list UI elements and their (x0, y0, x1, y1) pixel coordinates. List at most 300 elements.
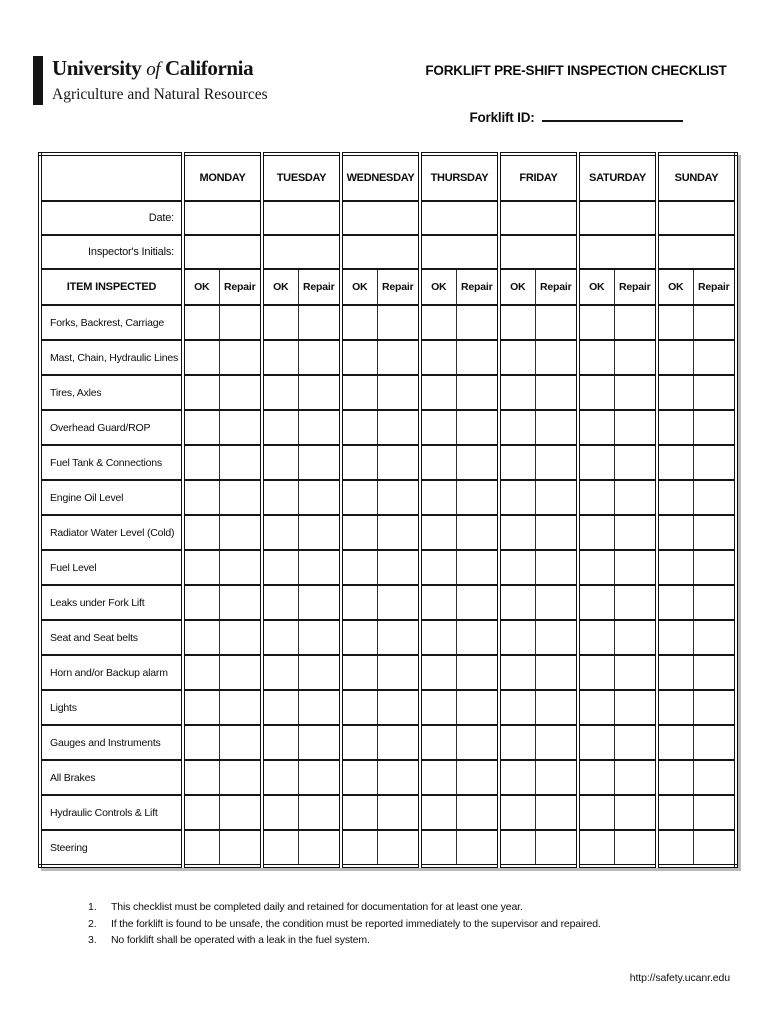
ok-checkbox-cell[interactable] (420, 480, 456, 515)
ok-checkbox-cell[interactable] (420, 445, 456, 480)
repair-checkbox-cell[interactable] (614, 445, 657, 480)
repair-checkbox-cell[interactable] (456, 830, 499, 866)
repair-checkbox-cell[interactable] (535, 585, 578, 620)
ok-checkbox-cell[interactable] (341, 550, 377, 585)
repair-checkbox-cell[interactable] (535, 655, 578, 690)
ok-checkbox-cell[interactable] (262, 410, 298, 445)
day-header-saturday: SATURDAY (578, 154, 657, 201)
ok-checkbox-cell[interactable] (578, 550, 614, 585)
ok-checkbox-cell[interactable] (183, 725, 219, 760)
repair-checkbox-cell[interactable] (456, 550, 499, 585)
repair-checkbox-cell[interactable] (377, 410, 420, 445)
footnote-text: This checklist must be completed daily and retained for documentation for at least one year. (111, 901, 523, 913)
ok-checkbox-cell[interactable] (657, 375, 693, 410)
repair-checkbox-cell[interactable] (456, 795, 499, 830)
ok-checkbox-cell[interactable] (657, 760, 693, 795)
ok-checkbox-cell[interactable] (499, 830, 535, 866)
repair-checkbox-cell[interactable] (298, 795, 341, 830)
ok-checkbox-cell[interactable] (499, 725, 535, 760)
item-label: Fuel Tank & Connections (40, 445, 183, 480)
ok-checkbox-cell[interactable] (420, 410, 456, 445)
footnotes (88, 899, 601, 949)
repair-checkbox-cell[interactable] (693, 375, 736, 410)
ok-header: OK (183, 269, 219, 305)
repair-checkbox-cell[interactable] (456, 480, 499, 515)
ok-checkbox-cell[interactable] (183, 550, 219, 585)
repair-header: Repair (377, 269, 420, 305)
repair-checkbox-cell[interactable] (456, 655, 499, 690)
repair-checkbox-cell[interactable] (614, 515, 657, 550)
ok-header: OK (262, 269, 298, 305)
ok-checkbox-cell[interactable] (341, 480, 377, 515)
repair-checkbox-cell[interactable] (298, 760, 341, 795)
ok-checkbox-cell[interactable] (183, 760, 219, 795)
ok-checkbox-cell[interactable] (657, 830, 693, 866)
ok-checkbox-cell[interactable] (341, 410, 377, 445)
ok-header: OK (578, 269, 614, 305)
repair-checkbox-cell[interactable] (693, 620, 736, 655)
ok-checkbox-cell[interactable] (420, 725, 456, 760)
initials-cell-monday[interactable] (183, 235, 262, 269)
item-label: Tires, Axles (40, 375, 183, 410)
ok-checkbox-cell[interactable] (420, 690, 456, 725)
ok-checkbox-cell[interactable] (262, 515, 298, 550)
ok-checkbox-cell[interactable] (578, 620, 614, 655)
repair-checkbox-cell[interactable] (693, 690, 736, 725)
item-inspected-header-row (40, 269, 736, 305)
ok-checkbox-cell[interactable] (499, 340, 535, 375)
item-label: Seat and Seat belts (40, 620, 183, 655)
ok-checkbox-cell[interactable] (657, 585, 693, 620)
repair-checkbox-cell[interactable] (298, 305, 341, 340)
repair-checkbox-cell[interactable] (693, 830, 736, 866)
repair-checkbox-cell[interactable] (535, 480, 578, 515)
ok-checkbox-cell[interactable] (578, 725, 614, 760)
repair-checkbox-cell[interactable] (456, 375, 499, 410)
item-row (40, 690, 736, 725)
repair-checkbox-cell[interactable] (219, 550, 262, 585)
ok-checkbox-cell[interactable] (262, 620, 298, 655)
repair-checkbox-cell[interactable] (298, 375, 341, 410)
repair-checkbox-cell[interactable] (693, 445, 736, 480)
repair-checkbox-cell[interactable] (298, 655, 341, 690)
ok-checkbox-cell[interactable] (657, 410, 693, 445)
item-row (40, 760, 736, 795)
footnote-item (88, 916, 601, 933)
repair-checkbox-cell[interactable] (614, 830, 657, 866)
date-cell-monday[interactable] (183, 201, 262, 235)
item-label: Engine Oil Level (40, 480, 183, 515)
ok-checkbox-cell[interactable] (578, 585, 614, 620)
repair-header: Repair (456, 269, 499, 305)
repair-checkbox-cell[interactable] (535, 515, 578, 550)
repair-checkbox-cell[interactable] (535, 795, 578, 830)
repair-checkbox-cell[interactable] (298, 410, 341, 445)
item-row (40, 795, 736, 830)
logo-wordmark: University of California (52, 56, 254, 80)
item-label: All Brakes (40, 760, 183, 795)
ok-checkbox-cell[interactable] (183, 585, 219, 620)
ok-checkbox-cell[interactable] (341, 760, 377, 795)
repair-checkbox-cell[interactable] (377, 690, 420, 725)
repair-checkbox-cell[interactable] (377, 375, 420, 410)
ok-checkbox-cell[interactable] (262, 480, 298, 515)
repair-checkbox-cell[interactable] (298, 550, 341, 585)
day-header-wednesday: WEDNESDAY (341, 154, 420, 201)
repair-checkbox-cell[interactable] (693, 515, 736, 550)
item-label: Forks, Backrest, Carriage (40, 305, 183, 340)
repair-checkbox-cell[interactable] (535, 305, 578, 340)
repair-checkbox-cell[interactable] (377, 480, 420, 515)
ok-checkbox-cell[interactable] (578, 760, 614, 795)
repair-checkbox-cell[interactable] (377, 585, 420, 620)
ok-checkbox-cell[interactable] (420, 585, 456, 620)
item-label: Steering (40, 830, 183, 866)
ok-checkbox-cell[interactable] (578, 375, 614, 410)
repair-checkbox-cell[interactable] (693, 410, 736, 445)
ok-checkbox-cell[interactable] (657, 305, 693, 340)
repair-checkbox-cell[interactable] (298, 620, 341, 655)
repair-checkbox-cell[interactable] (377, 620, 420, 655)
ok-checkbox-cell[interactable] (420, 795, 456, 830)
repair-checkbox-cell[interactable] (456, 340, 499, 375)
ok-checkbox-cell[interactable] (262, 550, 298, 585)
ok-checkbox-cell[interactable] (578, 445, 614, 480)
ok-checkbox-cell[interactable] (499, 760, 535, 795)
initials-cell-wednesday[interactable] (341, 235, 420, 269)
day-header-monday: MONDAY (183, 154, 262, 201)
repair-checkbox-cell[interactable] (535, 445, 578, 480)
ok-checkbox-cell[interactable] (420, 830, 456, 866)
item-label: Fuel Level (40, 550, 183, 585)
repair-checkbox-cell[interactable] (614, 725, 657, 760)
initials-cell-saturday[interactable] (578, 235, 657, 269)
repair-checkbox-cell[interactable] (535, 620, 578, 655)
ok-checkbox-cell[interactable] (578, 305, 614, 340)
repair-checkbox-cell[interactable] (456, 690, 499, 725)
item-label: Horn and/or Backup alarm (40, 655, 183, 690)
ok-checkbox-cell[interactable] (183, 795, 219, 830)
repair-checkbox-cell[interactable] (456, 620, 499, 655)
item-label: Lights (40, 690, 183, 725)
ok-checkbox-cell[interactable] (657, 655, 693, 690)
initials-cell-thursday[interactable] (420, 235, 499, 269)
logo-subtitle: Agriculture and Natural Resources (52, 86, 268, 103)
ok-checkbox-cell[interactable] (499, 410, 535, 445)
date-label: Date: (40, 201, 183, 235)
ok-checkbox-cell[interactable] (657, 620, 693, 655)
repair-checkbox-cell[interactable] (693, 795, 736, 830)
ok-checkbox-cell[interactable] (499, 305, 535, 340)
ok-checkbox-cell[interactable] (183, 620, 219, 655)
footnote-text: No forklift shall be operated with a leak in the fuel system. (111, 934, 370, 946)
repair-checkbox-cell[interactable] (456, 725, 499, 760)
ok-checkbox-cell[interactable] (341, 620, 377, 655)
ok-checkbox-cell[interactable] (341, 690, 377, 725)
day-header-row (40, 154, 736, 201)
repair-checkbox-cell[interactable] (219, 340, 262, 375)
repair-checkbox-cell[interactable] (693, 480, 736, 515)
repair-checkbox-cell[interactable] (614, 305, 657, 340)
repair-checkbox-cell[interactable] (456, 410, 499, 445)
ok-checkbox-cell[interactable] (183, 445, 219, 480)
date-cell-thursday[interactable] (420, 201, 499, 235)
repair-checkbox-cell[interactable] (535, 725, 578, 760)
date-cell-friday[interactable] (499, 201, 578, 235)
ok-checkbox-cell[interactable] (262, 305, 298, 340)
repair-checkbox-cell[interactable] (377, 445, 420, 480)
repair-header: Repair (614, 269, 657, 305)
repair-checkbox-cell[interactable] (535, 340, 578, 375)
date-cell-sunday[interactable] (657, 201, 736, 235)
item-row (40, 340, 736, 375)
ok-checkbox-cell[interactable] (341, 795, 377, 830)
ok-checkbox-cell[interactable] (578, 410, 614, 445)
ok-checkbox-cell[interactable] (262, 690, 298, 725)
ok-checkbox-cell[interactable] (183, 305, 219, 340)
item-label: Overhead Guard/ROP (40, 410, 183, 445)
repair-checkbox-cell[interactable] (219, 690, 262, 725)
date-row (40, 201, 736, 235)
header-block (418, 63, 734, 127)
repair-checkbox-cell[interactable] (614, 375, 657, 410)
ok-checkbox-cell[interactable] (420, 550, 456, 585)
repair-checkbox-cell[interactable] (693, 585, 736, 620)
repair-checkbox-cell[interactable] (377, 305, 420, 340)
ok-checkbox-cell[interactable] (183, 515, 219, 550)
repair-checkbox-cell[interactable] (377, 795, 420, 830)
ok-checkbox-cell[interactable] (262, 795, 298, 830)
ok-checkbox-cell[interactable] (262, 585, 298, 620)
ok-checkbox-cell[interactable] (341, 515, 377, 550)
repair-checkbox-cell[interactable] (219, 830, 262, 866)
repair-checkbox-cell[interactable] (535, 550, 578, 585)
ok-checkbox-cell[interactable] (420, 305, 456, 340)
repair-checkbox-cell[interactable] (298, 690, 341, 725)
initials-cell-friday[interactable] (499, 235, 578, 269)
repair-header: Repair (298, 269, 341, 305)
ok-checkbox-cell[interactable] (578, 340, 614, 375)
ok-checkbox-cell[interactable] (262, 760, 298, 795)
ok-checkbox-cell[interactable] (499, 690, 535, 725)
repair-checkbox-cell[interactable] (693, 550, 736, 585)
repair-checkbox-cell[interactable] (693, 760, 736, 795)
ok-checkbox-cell[interactable] (262, 655, 298, 690)
repair-checkbox-cell[interactable] (614, 480, 657, 515)
ok-checkbox-cell[interactable] (262, 445, 298, 480)
ok-checkbox-cell[interactable] (657, 690, 693, 725)
repair-checkbox-cell[interactable] (456, 445, 499, 480)
repair-checkbox-cell[interactable] (219, 725, 262, 760)
repair-checkbox-cell[interactable] (219, 305, 262, 340)
repair-checkbox-cell[interactable] (377, 340, 420, 375)
corner-cell (40, 154, 183, 201)
ok-checkbox-cell[interactable] (420, 375, 456, 410)
ok-header: OK (341, 269, 377, 305)
initials-cell-tuesday[interactable] (262, 235, 341, 269)
repair-checkbox-cell[interactable] (614, 550, 657, 585)
ok-checkbox-cell[interactable] (420, 655, 456, 690)
repair-checkbox-cell[interactable] (614, 655, 657, 690)
ok-checkbox-cell[interactable] (499, 585, 535, 620)
item-row (40, 655, 736, 690)
repair-checkbox-cell[interactable] (219, 760, 262, 795)
repair-checkbox-cell[interactable] (693, 725, 736, 760)
ok-checkbox-cell[interactable] (262, 830, 298, 866)
ok-checkbox-cell[interactable] (262, 340, 298, 375)
ok-checkbox-cell[interactable] (341, 585, 377, 620)
ok-checkbox-cell[interactable] (183, 340, 219, 375)
repair-checkbox-cell[interactable] (298, 830, 341, 866)
ok-checkbox-cell[interactable] (499, 375, 535, 410)
day-header-sunday: SUNDAY (657, 154, 736, 201)
initials-cell-sunday[interactable] (657, 235, 736, 269)
repair-checkbox-cell[interactable] (614, 340, 657, 375)
ok-checkbox-cell[interactable] (183, 690, 219, 725)
ok-checkbox-cell[interactable] (183, 655, 219, 690)
ok-checkbox-cell[interactable] (578, 655, 614, 690)
ok-checkbox-cell[interactable] (657, 445, 693, 480)
repair-checkbox-cell[interactable] (614, 620, 657, 655)
ok-checkbox-cell[interactable] (341, 725, 377, 760)
repair-checkbox-cell[interactable] (693, 305, 736, 340)
ok-checkbox-cell[interactable] (499, 620, 535, 655)
page-title: FORKLIFT PRE-SHIFT INSPECTION CHECKLIST (425, 63, 727, 78)
repair-checkbox-cell[interactable] (298, 340, 341, 375)
ok-checkbox-cell[interactable] (499, 550, 535, 585)
ok-checkbox-cell[interactable] (341, 375, 377, 410)
repair-checkbox-cell[interactable] (614, 795, 657, 830)
footnote-number: 2. (88, 917, 97, 930)
footnote-text: If the forklift is found to be unsafe, the condition must be reported immediately to the supervisor and repaired. (111, 917, 601, 930)
item-label: Leaks under Fork Lift (40, 585, 183, 620)
repair-checkbox-cell[interactable] (298, 515, 341, 550)
repair-checkbox-cell[interactable] (219, 410, 262, 445)
repair-checkbox-cell[interactable] (377, 515, 420, 550)
date-cell-tuesday[interactable] (262, 201, 341, 235)
repair-checkbox-cell[interactable] (219, 480, 262, 515)
ok-checkbox-cell[interactable] (420, 620, 456, 655)
ok-checkbox-cell[interactable] (183, 480, 219, 515)
date-cell-wednesday[interactable] (341, 201, 420, 235)
inspector-initials-label: Inspector's Initials: (40, 235, 183, 269)
repair-checkbox-cell[interactable] (377, 550, 420, 585)
repair-checkbox-cell[interactable] (693, 340, 736, 375)
repair-checkbox-cell[interactable] (614, 410, 657, 445)
repair-checkbox-cell[interactable] (219, 375, 262, 410)
repair-checkbox-cell[interactable] (219, 655, 262, 690)
repair-checkbox-cell[interactable] (219, 445, 262, 480)
repair-checkbox-cell[interactable] (535, 690, 578, 725)
repair-checkbox-cell[interactable] (693, 655, 736, 690)
repair-checkbox-cell[interactable] (298, 445, 341, 480)
repair-checkbox-cell[interactable] (219, 515, 262, 550)
ok-checkbox-cell[interactable] (578, 830, 614, 866)
repair-checkbox-cell[interactable] (219, 795, 262, 830)
repair-checkbox-cell[interactable] (535, 375, 578, 410)
ok-checkbox-cell[interactable] (657, 480, 693, 515)
date-cell-saturday[interactable] (578, 201, 657, 235)
repair-checkbox-cell[interactable] (377, 830, 420, 866)
repair-header: Repair (535, 269, 578, 305)
ok-checkbox-cell[interactable] (657, 795, 693, 830)
ok-checkbox-cell[interactable] (578, 795, 614, 830)
repair-checkbox-cell[interactable] (219, 620, 262, 655)
ok-checkbox-cell[interactable] (341, 445, 377, 480)
footnote-number: 3. (88, 934, 97, 946)
repair-checkbox-cell[interactable] (456, 305, 499, 340)
day-header-tuesday: TUESDAY (262, 154, 341, 201)
ok-checkbox-cell[interactable] (657, 550, 693, 585)
ok-checkbox-cell[interactable] (499, 515, 535, 550)
repair-checkbox-cell[interactable] (298, 725, 341, 760)
repair-checkbox-cell[interactable] (219, 585, 262, 620)
ok-checkbox-cell[interactable] (499, 795, 535, 830)
ok-checkbox-cell[interactable] (578, 480, 614, 515)
repair-checkbox-cell[interactable] (456, 760, 499, 795)
repair-checkbox-cell[interactable] (456, 585, 499, 620)
forklift-id-label: Forklift ID: (469, 110, 535, 125)
repair-checkbox-cell[interactable] (298, 480, 341, 515)
repair-checkbox-cell[interactable] (377, 760, 420, 795)
ok-checkbox-cell[interactable] (499, 655, 535, 690)
item-label: Hydraulic Controls & Lift (40, 795, 183, 830)
ok-checkbox-cell[interactable] (499, 480, 535, 515)
item-inspected-header: ITEM INSPECTED (40, 269, 183, 305)
footnote-number: 1. (88, 901, 97, 913)
ok-checkbox-cell[interactable] (499, 445, 535, 480)
ok-checkbox-cell[interactable] (341, 655, 377, 690)
inspection-table (38, 152, 738, 868)
item-row (40, 620, 736, 655)
repair-checkbox-cell[interactable] (298, 585, 341, 620)
repair-checkbox-cell[interactable] (456, 515, 499, 550)
ok-checkbox-cell[interactable] (262, 375, 298, 410)
repair-checkbox-cell[interactable] (377, 655, 420, 690)
ok-checkbox-cell[interactable] (420, 760, 456, 795)
ok-checkbox-cell[interactable] (420, 340, 456, 375)
item-row (40, 550, 736, 585)
ok-checkbox-cell[interactable] (578, 690, 614, 725)
repair-checkbox-cell[interactable] (377, 725, 420, 760)
repair-checkbox-cell[interactable] (535, 830, 578, 866)
ok-checkbox-cell[interactable] (578, 515, 614, 550)
repair-checkbox-cell[interactable] (614, 760, 657, 795)
ok-checkbox-cell[interactable] (183, 410, 219, 445)
ok-checkbox-cell[interactable] (183, 375, 219, 410)
repair-checkbox-cell[interactable] (535, 410, 578, 445)
ok-checkbox-cell[interactable] (341, 340, 377, 375)
repair-checkbox-cell[interactable] (535, 760, 578, 795)
ok-header: OK (420, 269, 456, 305)
ok-checkbox-cell[interactable] (183, 830, 219, 866)
item-row (40, 305, 736, 340)
ok-checkbox-cell[interactable] (657, 515, 693, 550)
forklift-id-field[interactable] (542, 107, 683, 122)
ok-checkbox-cell[interactable] (341, 830, 377, 866)
ucanr-logo (33, 56, 268, 105)
ok-checkbox-cell[interactable] (341, 305, 377, 340)
repair-checkbox-cell[interactable] (614, 585, 657, 620)
ok-checkbox-cell[interactable] (657, 725, 693, 760)
ok-checkbox-cell[interactable] (420, 515, 456, 550)
ok-checkbox-cell[interactable] (657, 340, 693, 375)
ok-checkbox-cell[interactable] (262, 725, 298, 760)
item-row (40, 585, 736, 620)
item-row (40, 410, 736, 445)
day-header-friday: FRIDAY (499, 154, 578, 201)
repair-checkbox-cell[interactable] (614, 690, 657, 725)
